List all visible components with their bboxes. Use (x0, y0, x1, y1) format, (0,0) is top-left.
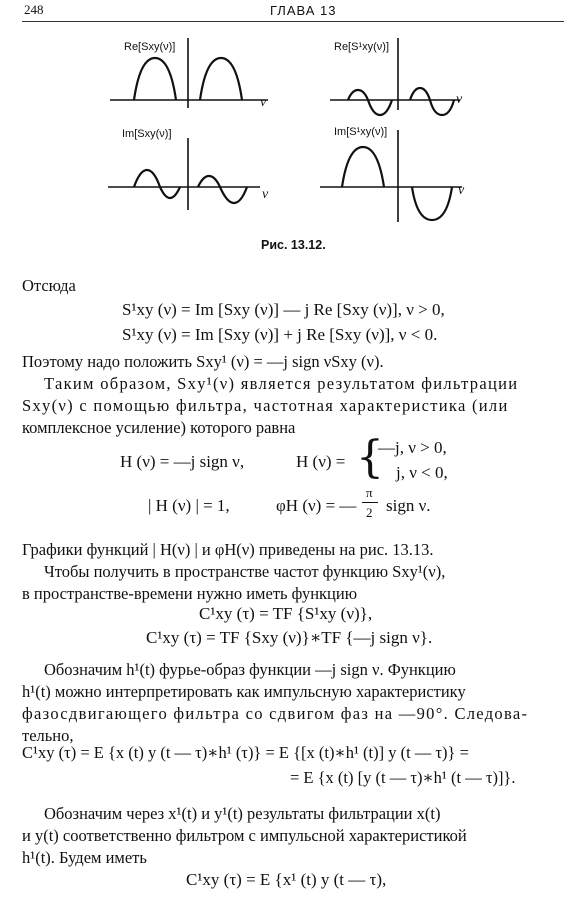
text-line: Обозначим h¹(t) фурье-образ функции —j sign ν. Функцию (44, 660, 456, 679)
equation: S¹xy (ν) = Im [Sxy (ν)] — j Re [Sxy (ν)], ν > 0, (122, 300, 445, 319)
axis-label-nu: ν (458, 183, 465, 198)
text-line: комплексное усиление) которого равна (22, 418, 296, 437)
page-number: 248 (24, 2, 44, 17)
text-line: h¹(t). Будем иметь (22, 848, 147, 867)
equation: H (ν) = (296, 452, 346, 471)
equation: φH (ν) = — (276, 496, 357, 515)
panel-label-im: Im[Sxy(ν)] (122, 128, 172, 140)
running-title: ГЛАВА 13 (270, 3, 337, 18)
text-line: Отсюда (22, 276, 76, 295)
equation: S¹xy (ν) = Im [Sxy (ν)] + j Re [Sxy (ν)], ν < 0. (122, 325, 438, 344)
equation: sign ν. (386, 496, 431, 515)
axis-label-nu: ν (262, 187, 269, 202)
re1-curve-right (410, 88, 454, 115)
equation: C¹xy (τ) = E {x¹ (t) y (t — τ), (186, 870, 387, 889)
fraction-denominator: 2 (366, 505, 373, 520)
text-line: Поэтому надо положить Sxy¹ (ν) = —j sign νSxy (ν). (22, 352, 384, 371)
im1-curve-right (412, 187, 452, 220)
axis-label-nu: ν (260, 95, 267, 110)
axis-label-nu: ν (456, 92, 463, 107)
panel-im-s1xy (320, 130, 465, 222)
re1-curve-left (348, 90, 392, 115)
text-line: Таким образом, Sxy¹(ν) является результатом фильтрации (44, 374, 519, 393)
figure-13-12 (0, 0, 585, 260)
fraction-numerator: π (366, 485, 373, 500)
figure-caption: Рис. 13.12. (261, 238, 326, 252)
equation: C¹xy (τ) = E {x (t) y (t — τ)∗h¹ (τ)} = E {[x (t)∗h¹ (t)] y (t — τ)} = (22, 743, 469, 762)
equation: C¹xy (τ) = TF {Sxy (ν)}∗TF {—j sign ν}. (146, 628, 433, 647)
text-line: тельно, (22, 726, 74, 745)
text-line: h¹(t) можно интерпретировать как импульсную характеристику (22, 682, 466, 701)
equation: = E {x (t) [y (t — τ)∗h¹ (t — τ)]}. (290, 768, 516, 787)
panel-im-sxy (108, 138, 260, 210)
text-line: Графики функций | H(ν) | и φH(ν) приведены на рис. 13.13. (22, 540, 434, 559)
im-curve-left (134, 170, 180, 198)
panel-label-re: Re[Sxy(ν)] (124, 41, 176, 53)
equation: C¹xy (τ) = TF {S¹xy (ν)}, (199, 604, 373, 623)
text-line: и y(t) соответственно фильтром с импульсной характеристикой (22, 826, 467, 845)
im-curve-right (198, 176, 247, 203)
equation: | H (ν) | = 1, (148, 496, 230, 515)
left-brace: { (356, 432, 384, 483)
equation: H (ν) = —j sign ν, (120, 452, 245, 471)
im1-curve-left (342, 147, 384, 187)
equation: —j, ν > 0, (378, 438, 447, 457)
fraction-bar (362, 502, 378, 503)
text-line: Sxy(ν) с помощью фильтра, частотная характеристика (или (22, 396, 509, 415)
panel-label-re1: Re[S¹xy(ν)] (334, 41, 389, 53)
text-line: Обозначим через x¹(t) и y¹(t) результаты фильтрации x(t) (44, 804, 441, 823)
text-line: в пространстве-времени нужно иметь функцию (22, 584, 358, 603)
equation: j, ν < 0, (396, 463, 448, 482)
text-line: Чтобы получить в пространстве частот функцию Sxy¹(ν), (44, 562, 446, 581)
re-curve-left (134, 58, 176, 100)
re-curve-right (200, 58, 242, 100)
text-line: фазосдвигающего фильтра со сдвигом фаз на —90°. Следова- (22, 704, 529, 723)
panel-label-im1: Im[S¹xy(ν)] (334, 126, 388, 138)
